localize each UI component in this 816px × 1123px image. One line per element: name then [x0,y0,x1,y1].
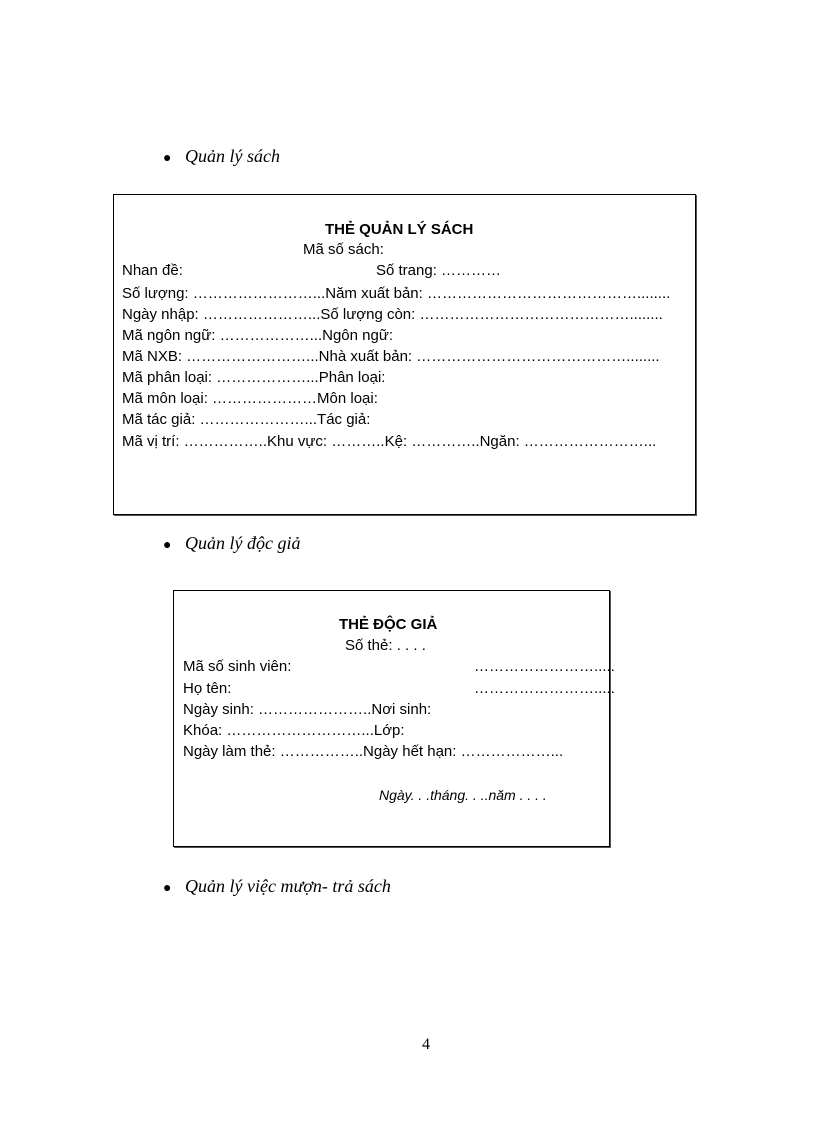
book-management-card [113,194,696,515]
bullet-icon: ● [163,151,172,166]
signature-date-line: Ngày. . .tháng. . ..năm . . . . [379,787,547,803]
student-id-dots: ……………………..... [474,658,615,675]
card-title: THẺ QUẢN LÝ SÁCH [325,221,474,238]
bullet-icon: ● [163,881,172,896]
book-id-field: Mã số sách: [303,241,384,258]
section-heading: Quản lý độc giả [185,533,301,553]
language-line: Mã ngôn ngữ: ………………...Ngôn ngữ: [122,327,394,344]
page-number: 4 [422,1036,430,1053]
section-reader-management [163,533,300,554]
bullet-icon: ● [163,538,172,553]
card-number-field: Số thẻ: . . . . [345,637,426,654]
section-heading: Quản lý việc mượn- trả sách [185,876,391,896]
section-borrow-return [163,876,391,897]
issue-date-line: Ngày làm thẻ: ……………..Ngày hết hạn: ………………... [183,743,564,760]
card-title: THẺ ĐỘC GIẢ [339,616,438,633]
student-id-label: Mã số sinh viên: [183,658,292,675]
page-count-field: Số trang: ………… [376,262,502,279]
classification-line: Mã phân loại: ………………...Phân loại: [122,369,386,386]
course-line: Khóa: ………………………...Lớp: [183,722,405,739]
subject-line: Mã môn loại: …………………Môn loại: [122,390,378,407]
author-line: Mã tác giả: …………………...Tác giả: [122,411,371,428]
section-heading: Quản lý sách [185,146,280,166]
full-name-label: Họ tên: [183,680,232,697]
title-field: Nhan đề: [122,262,183,279]
reader-card [173,590,615,847]
section-book-management [163,146,280,167]
publisher-line: Mã NXB: ……………………...Nhà xuất bản: ……………………………………........ [122,348,660,365]
import-date-line: Ngày nhập: …………………...Số lượng còn: ……………………………………........ [122,306,663,323]
quantity-line: Số lượng: ……………………...Năm xuất bản: ……………………………………........ [122,285,671,302]
full-name-dots: ……………………..... [474,680,615,697]
location-line: Mã vị trí: ……………..Khu vực: ………..Kệ: …………..Ngăn: ……………………... [122,433,657,450]
birth-line: Ngày sinh: …………………..Nơi sinh: [183,701,432,718]
